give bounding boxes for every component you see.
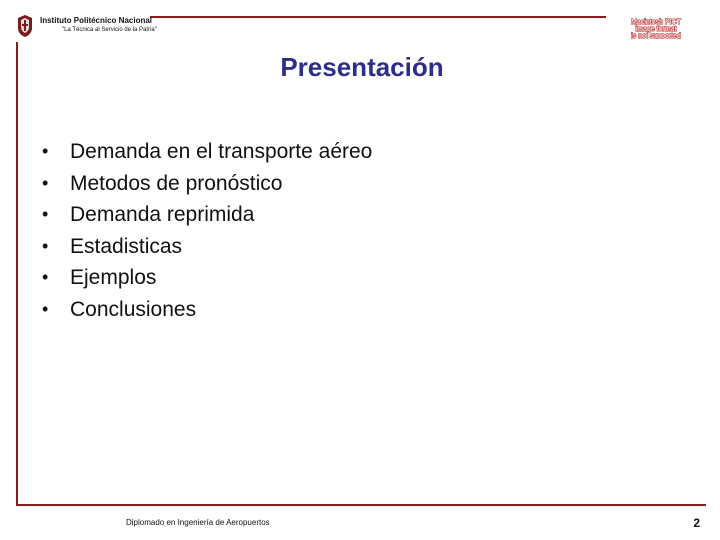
bullet-list <box>42 136 372 325</box>
bullet-item <box>42 231 372 263</box>
bullet-text: Conclusiones <box>70 297 197 321</box>
placeholder-line: Macintosh PICT <box>631 19 681 26</box>
bullet-text: Metodos de pronóstico <box>70 171 283 195</box>
bullet-dot-icon: • <box>42 204 49 224</box>
frame-top-line <box>150 16 606 18</box>
bullet-item <box>42 136 372 168</box>
bullet-dot-icon: • <box>42 235 49 256</box>
bullet-item <box>42 262 372 294</box>
bullet-dot-icon: • <box>42 172 49 193</box>
bullet-text: Estadisticas <box>70 234 183 258</box>
bullet-text: Demanda reprimida <box>70 203 255 226</box>
bullet-text: Demanda en el transporte aéreo <box>70 140 373 163</box>
frame-left-line <box>16 42 18 506</box>
page-number: 2 <box>693 516 700 530</box>
institution-name: Instituto Politécnico Nacional <box>40 16 153 25</box>
bullet-item <box>42 199 372 231</box>
ipn-logo-icon <box>16 14 34 38</box>
placeholder-line: is not supported <box>631 33 681 39</box>
bullet-text: Ejemplos <box>70 266 157 289</box>
footer-text: Diplomado en Ingeniería de Aeropuertos <box>126 518 270 527</box>
bullet-item <box>42 168 372 200</box>
bullet-item <box>42 294 372 326</box>
frame-bottom-line <box>16 504 706 506</box>
institution-motto: "La Técnica al Servicio de la Patria" <box>62 27 157 33</box>
unsupported-image-placeholder <box>608 17 704 39</box>
bullet-dot-icon: • <box>42 141 49 161</box>
slide-title: Presentación <box>280 52 444 82</box>
bullet-dot-icon: • <box>42 267 49 287</box>
placeholder-line: image format <box>635 26 677 33</box>
bullet-dot-icon: • <box>42 298 49 319</box>
